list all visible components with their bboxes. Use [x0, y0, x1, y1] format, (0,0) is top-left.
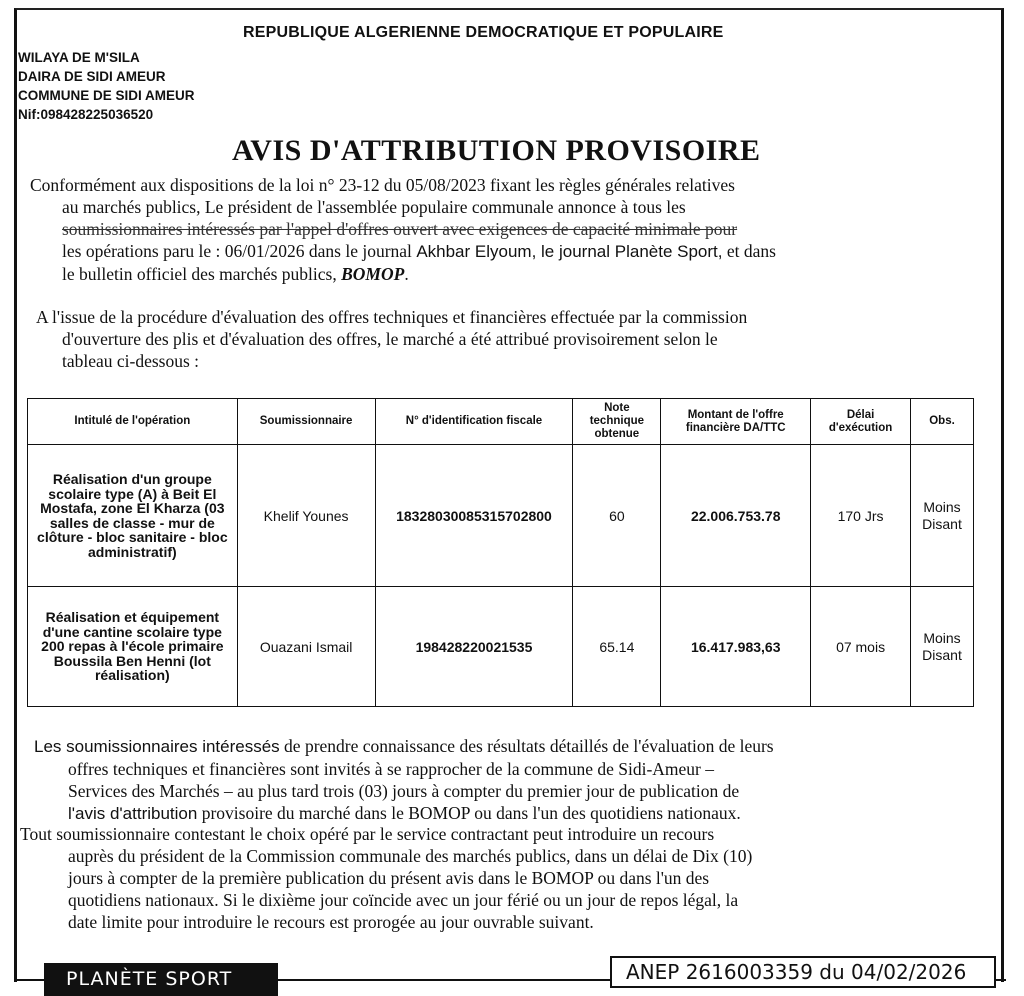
consultation-line: offres techniques et financières sont invités à se rapprocher de la commune de Sidi-Ameur –	[68, 759, 714, 779]
procedure-line: d'ouverture des plis et d'évaluation des offres, le marché a été attribué provisoirement selon le	[62, 329, 718, 349]
consultation-text: de prendre connaissance des résultats détaillés de l'évaluation de leurs	[279, 736, 774, 756]
header-note: Note technique obtenue	[573, 399, 661, 445]
intro-line	[30, 263, 974, 285]
appeal-line: Tout soumissionnaire contestant le choix opéré par le service contractant peut introduire un recours	[20, 824, 715, 844]
wilaya-line: WILAYA DE M'SILA	[18, 50, 140, 65]
attribution-table	[27, 398, 974, 707]
newspapers-text: Akhbar Elyoum, le journal Planète Sport,	[416, 242, 723, 261]
consultation-paragraph	[34, 735, 978, 825]
cell-bidder: Khelif Younes	[237, 445, 375, 587]
procedure-line: tableau ci-dessous :	[62, 351, 200, 371]
cell-amount: 22.006.753.78	[661, 445, 811, 587]
frame-bottom-border	[278, 979, 610, 981]
cell-delay: 170 Jrs	[811, 445, 911, 587]
frame-bottom-border	[14, 979, 44, 981]
intro-line	[30, 240, 974, 263]
intro-line: au marchés publics, Le président de l'assemblée populaire communale annonce à tous les	[62, 197, 686, 217]
cell-nif: 198428220021535	[375, 587, 573, 707]
cell-amount: 16.417.983,63	[661, 587, 811, 707]
newspaper-badge: PLANÈTE SPORT	[44, 963, 278, 996]
page-title: AVIS D'ATTRIBUTION PROVISOIRE	[232, 134, 761, 167]
header-bidder: Soumissionnaire	[237, 399, 375, 445]
intro-paragraph	[30, 174, 974, 285]
appeal-line: quotidiens nationaux. Si le dixième jour coïncide avec un jour férié ou un jour de repos légal, la	[68, 890, 739, 910]
daira-line: DAIRA DE SIDI AMEUR	[18, 69, 166, 84]
anep-reference: ANEP 2616003359 du 04/02/2026	[610, 956, 996, 988]
appeal-line: jours à compter de la première publication du présent avis dans le BOMOP ou dans l'un des	[68, 868, 710, 888]
cell-note: 60	[573, 445, 661, 587]
intro-text: le bulletin officiel des marchés publics,	[62, 264, 342, 284]
procedure-paragraph	[36, 306, 974, 372]
cell-nif: 18328030085315702800	[375, 445, 573, 587]
intro-text: les opérations paru le : 06/01/2026 dans le journal	[62, 241, 417, 261]
administration-block	[18, 48, 195, 124]
header-amount: Montant de l'offre financière DA/TTC	[661, 399, 811, 445]
procedure-line: A l'issue de la procédure d'évaluation des offres techniques et financières effectuée par la commission	[36, 307, 748, 327]
table-header-row	[28, 399, 974, 445]
cell-obs: Moins Disant	[911, 445, 974, 587]
nif-line: Nif:098428225036520	[18, 107, 154, 122]
bomop-text: BOMOP	[341, 264, 405, 284]
table-row	[28, 587, 974, 707]
intro-line-struck: soumissionnaires intéressés par l'appel d'offres ouvert avec exigences de capacité minimale pour	[62, 219, 738, 239]
avis-text: l'avis d'attribution	[68, 804, 198, 823]
intro-text: .	[404, 264, 409, 284]
consultation-line: Services des Marchés – au plus tard trois (03) jours à compter du premier jour de publication de	[68, 781, 740, 801]
header-nif: N° d'identification fiscale	[375, 399, 573, 445]
consultation-line	[34, 735, 978, 758]
frame-bottom-border	[996, 964, 1006, 981]
table-row	[28, 445, 974, 587]
appeal-line: date limite pour introduire le recours est prorogée au jour ouvrable suivant.	[68, 912, 594, 932]
consultation-line	[34, 802, 978, 825]
header-delay: Délai d'exécution	[811, 399, 911, 445]
cell-note: 65.14	[573, 587, 661, 707]
consultation-text: provisoire du marché dans le BOMOP ou dans l'un des quotidiens nationaux.	[197, 803, 741, 823]
cell-delay: 07 mois	[811, 587, 911, 707]
appeal-paragraph	[20, 823, 978, 933]
header-obs: Obs.	[911, 399, 974, 445]
commune-line: COMMUNE DE SIDI AMEUR	[18, 88, 195, 103]
cell-obs: Moins Disant	[911, 587, 974, 707]
republic-heading: REPUBLIQUE ALGERIENNE DEMOCRATIQUE ET POPULAIRE	[243, 24, 724, 41]
intro-text: et dans	[722, 241, 776, 261]
cell-bidder: Ouazani Ismail	[237, 587, 375, 707]
consultation-lead: Les soumissionnaires intéressés	[34, 737, 280, 756]
cell-operation: Réalisation d'un groupe scolaire type (A) à Beit El Mostafa, zone El Kharza (03 salles de classe - mur de clôture - bloc sanitaire - bloc administratif)	[28, 445, 238, 587]
intro-line: Conformément aux dispositions de la loi n° 23-12 du 05/08/2023 fixant les règles générales relatives	[30, 175, 735, 195]
appeal-line: auprès du président de la Commission communale des marchés publics, dans un délai de Dix (10)	[68, 846, 753, 866]
cell-operation: Réalisation et équipement d'une cantine scolaire type 200 repas à l'école primaire Boussila Ben Henni (lot réalisation)	[28, 587, 238, 707]
header-operation: Intitulé de l'opération	[28, 399, 238, 445]
